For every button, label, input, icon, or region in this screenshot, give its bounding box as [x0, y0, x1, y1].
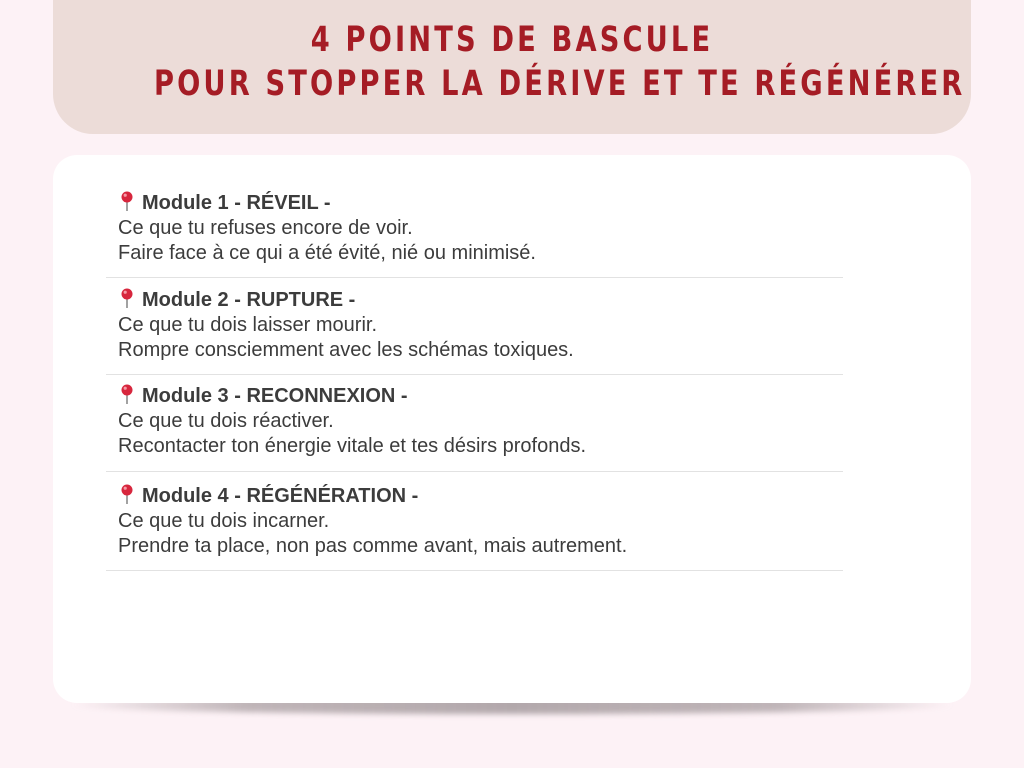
module-heading-2 [118, 288, 843, 313]
round-pushpin-icon [118, 384, 136, 404]
round-pushpin-icon [118, 484, 136, 504]
module-subtitle: Ce que tu dois incarner. [118, 510, 330, 532]
round-pushpin-icon [118, 288, 136, 308]
module-item-1 [106, 191, 843, 278]
module-heading-text: Module 2 - RUPTURE - [142, 289, 356, 311]
module-heading-text: Module 1 - RÉVEIL - [142, 192, 331, 214]
module-heading-1 [118, 191, 843, 216]
header-banner [53, 0, 971, 134]
module-subtitle: Ce que tu dois réactiver. [118, 410, 334, 432]
module-description: Recontacter ton énergie vitale et tes désirs profonds. [118, 435, 587, 457]
modules-card [53, 155, 971, 703]
module-item-2 [106, 288, 843, 375]
module-heading-text: Module 3 - RECONNEXION - [142, 385, 408, 407]
module-item-4 [106, 484, 843, 571]
module-heading-3 [118, 384, 843, 409]
module-description: Prendre ta place, non pas comme avant, mais autrement. [118, 535, 628, 557]
module-description: Faire face à ce qui a été évité, nié ou minimisé. [118, 242, 536, 264]
module-subtitle: Ce que tu dois laisser mourir. [118, 314, 378, 336]
module-heading-4 [118, 484, 843, 509]
module-heading-text: Module 4 - RÉGÉNÉRATION - [142, 485, 419, 507]
page-title-line-2: POUR STOPPER LA DÉRIVE ET TE RÉGÉNÉRER [153, 64, 966, 104]
module-description: Rompre consciemment avec les schémas toxiques. [118, 339, 574, 361]
page-title-line-1: 4 POINTS DE BASCULE [310, 20, 714, 60]
module-item-3 [106, 384, 843, 472]
round-pushpin-icon [118, 191, 136, 211]
module-subtitle: Ce que tu refuses encore de voir. [118, 217, 413, 239]
